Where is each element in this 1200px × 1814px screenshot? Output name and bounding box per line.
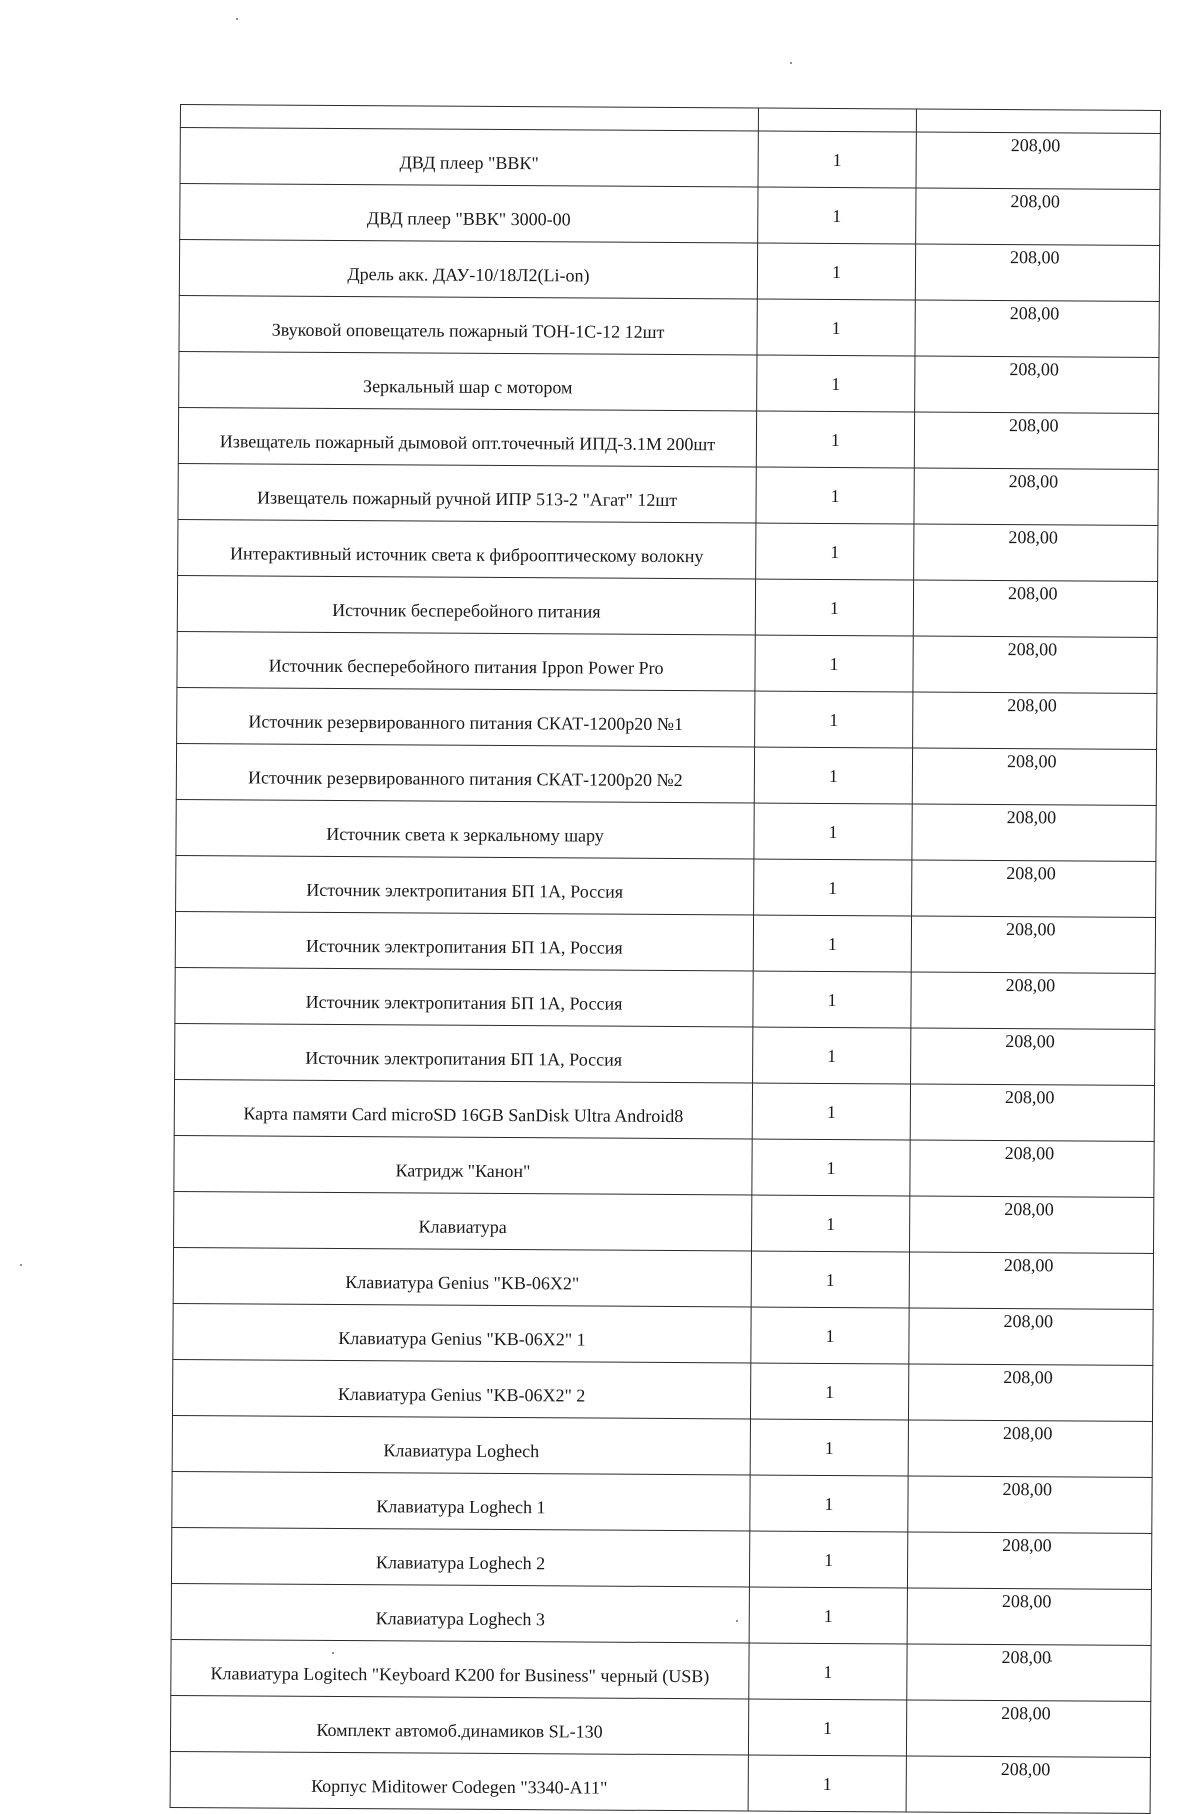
item-price-value: 208,00 [1005, 919, 1056, 940]
item-name-cell: Комплект автомоб.динамиков SL-130 [170, 1695, 748, 1755]
item-price-cell [911, 1028, 1155, 1085]
table-row [178, 463, 1158, 525]
item-price-value: 208,00 [1001, 1703, 1051, 1724]
item-price-value: 208,00 [1001, 1591, 1052, 1612]
item-name-cell: Источник бесперебойного питания [177, 575, 755, 635]
item-price-value: 208,00 [1006, 807, 1057, 828]
item-name-cell: Клавиатура Loghech [172, 1415, 750, 1475]
item-price-value: 208,00 [1001, 1647, 1052, 1668]
table-row [176, 855, 1156, 917]
item-price-cell [910, 1084, 1154, 1141]
item-price-value: 208,00 [1003, 1311, 1054, 1332]
item-price-value: 208,00 [1002, 1423, 1053, 1444]
item-qty-cell: 1 [749, 1531, 907, 1588]
item-price-cell [906, 1700, 1150, 1757]
table-row [175, 1023, 1155, 1085]
item-name-cell: Зеркальный шар с мотором [179, 351, 757, 411]
item-price-value: 208,00 [1002, 1535, 1052, 1556]
item-price-cell [914, 468, 1158, 525]
item-qty-cell: 1 [754, 747, 912, 804]
item-price-value: 208,00 [1006, 751, 1057, 772]
item-price-value: 208,00 [1009, 359, 1059, 380]
item-price-cell [912, 860, 1156, 917]
item-qty-cell: 1 [753, 1027, 911, 1084]
table-row [174, 1135, 1154, 1197]
item-price-value: 208,00 [1010, 135, 1061, 156]
table-row [177, 687, 1157, 749]
item-name-cell: Корпус Miditower Codegen "3340-A11" [170, 1751, 748, 1811]
item-price-cell [911, 916, 1155, 973]
item-price-cell [908, 1364, 1152, 1421]
item-price-value: 208,00 [1004, 1143, 1055, 1164]
item-name-cell: Источник резервированного питания СКАТ-1200р20 №1 [177, 687, 755, 747]
item-name-cell: Клавиатура Logitech "Keyboard K200 for Business" черный (USB) [171, 1639, 749, 1699]
item-qty-cell: 1 [750, 1419, 908, 1476]
table-row [170, 1751, 1150, 1813]
item-price-cell [908, 1420, 1152, 1477]
table-row [176, 799, 1156, 861]
item-price-value: 208,00 [1007, 695, 1057, 716]
table-row [174, 1079, 1154, 1141]
item-qty-cell: 1 [757, 243, 915, 300]
item-price-value: 208,00 [1005, 975, 1056, 996]
item-name-cell: ДВД плеер "ВВК" [180, 128, 758, 188]
table-row [171, 1583, 1151, 1645]
item-price-value: 208,00 [1008, 415, 1059, 436]
item-price-cell [911, 972, 1155, 1029]
item-price-cell [906, 1756, 1150, 1813]
item-price-cell [915, 244, 1159, 301]
item-price-cell [907, 1532, 1151, 1589]
item-price-cell [907, 1644, 1151, 1701]
item-name-cell: Клавиатура Genius "KB-06X2" 2 [172, 1359, 750, 1419]
item-qty-cell: 1 [758, 187, 916, 244]
item-name-cell: Извещатель пожарный дымовой опт.точечный ИПД-3.1М 200шт [178, 407, 756, 467]
item-price-cell [909, 1308, 1153, 1365]
item-price-cell [910, 1196, 1154, 1253]
table-row [175, 967, 1155, 1029]
item-qty-cell: 1 [755, 691, 913, 748]
table-row [171, 1639, 1151, 1701]
item-price-cell [913, 636, 1157, 693]
item-price-value: 208,00 [1005, 1031, 1055, 1052]
item-price-value: 208,00 [1010, 191, 1060, 212]
item-qty-cell: 1 [752, 1139, 910, 1196]
item-name-cell: Источник электропитания БП 1А, Россия [175, 967, 753, 1027]
header-price-cell [916, 109, 1160, 133]
item-name-cell: Катридж "Канон" [174, 1135, 752, 1195]
item-price-value: 208,00 [1008, 527, 1058, 548]
item-qty-cell: 1 [757, 299, 915, 356]
item-price-value: 208,00 [1003, 1255, 1054, 1276]
item-name-cell: Интерактивный источник света к фиброоптическому волокну [178, 519, 756, 579]
item-name-cell: ДВД плеер "ВВК" 3000-00 [180, 184, 758, 244]
scan-speck [236, 18, 238, 20]
item-qty-cell: 1 [748, 1755, 906, 1812]
item-price-value: 208,00 [1003, 1367, 1053, 1388]
item-qty-cell: 1 [748, 1699, 906, 1756]
item-price-value: 208,00 [1002, 1479, 1053, 1500]
item-qty-cell: 1 [755, 635, 913, 692]
item-qty-cell: 1 [749, 1587, 907, 1644]
item-qty-cell: 1 [758, 131, 916, 188]
table-row [178, 407, 1158, 469]
item-price-value: 208,00 [1010, 247, 1060, 268]
item-qty-cell: 1 [753, 915, 911, 972]
item-name-cell: Звуковой оповещатель пожарный ТОН-1С-12 12шт [179, 295, 757, 355]
table-row [172, 1471, 1152, 1533]
item-name-cell: Источник резервированного питания СКАТ-1200р20 №2 [176, 743, 754, 803]
item-qty-cell: 1 [751, 1307, 909, 1364]
table-row [173, 1303, 1153, 1365]
table-row [180, 128, 1160, 190]
table-row [170, 1695, 1150, 1757]
item-price-cell [914, 412, 1158, 469]
item-price-cell [910, 1140, 1154, 1197]
item-price-value: 208,00 [1004, 1087, 1055, 1108]
item-name-cell: Источник бесперебойного питания Ippon Power Pro [177, 631, 755, 691]
table-row [178, 519, 1158, 581]
item-qty-cell: 1 [752, 1195, 910, 1252]
item-price-value: 208,00 [1000, 1759, 1051, 1780]
table-row [180, 184, 1160, 246]
item-price-cell [909, 1252, 1153, 1309]
item-name-cell: Источник света к зеркальному шару [176, 799, 754, 859]
item-price-cell [916, 132, 1160, 189]
item-name-cell: Источник электропитания БП 1А, Россия [175, 1023, 753, 1083]
item-name-cell: Дрель акк. ДАУ-10/18Л2(Li-on) [179, 240, 757, 300]
table-row [177, 631, 1157, 693]
table-row [171, 1527, 1151, 1589]
table-row [174, 1191, 1154, 1253]
item-name-cell: Клавиатура Genius "KB-06X2" 1 [173, 1303, 751, 1363]
item-price-cell [907, 1588, 1151, 1645]
item-qty-cell: 1 [754, 859, 912, 916]
item-name-cell: Клавиатура Genius "KB-06X2" [173, 1247, 751, 1307]
table-row [173, 1247, 1153, 1309]
item-qty-cell: 1 [756, 411, 914, 468]
item-name-cell: Клавиатура Loghech 3 [171, 1583, 749, 1643]
item-qty-cell: 1 [754, 803, 912, 860]
item-price-cell [913, 692, 1157, 749]
item-qty-cell: 1 [749, 1643, 907, 1700]
item-price-value: 208,00 [1006, 863, 1056, 884]
item-price-cell [912, 748, 1156, 805]
inventory-table-body [170, 105, 1160, 1814]
item-price-value: 208,00 [1008, 471, 1059, 492]
table-row [179, 351, 1159, 413]
item-price-value: 208,00 [1009, 303, 1060, 324]
item-name-cell: Источник электропитания БП 1А, Россия [175, 911, 753, 971]
table-row [179, 295, 1159, 357]
item-qty-cell: 1 [753, 971, 911, 1028]
item-qty-cell: 1 [757, 355, 915, 412]
item-qty-cell: 1 [756, 467, 914, 524]
item-price-cell [915, 300, 1159, 357]
item-name-cell: Клавиатура Loghech 1 [172, 1471, 750, 1531]
header-qty-cell [758, 108, 916, 132]
item-price-cell [915, 356, 1159, 413]
item-price-value: 208,00 [1007, 583, 1058, 604]
item-price-cell [912, 804, 1156, 861]
item-name-cell: Клавиатура [174, 1191, 752, 1251]
table-row [176, 743, 1156, 805]
item-qty-cell: 1 [756, 523, 914, 580]
item-qty-cell: 1 [750, 1475, 908, 1532]
table-row [172, 1415, 1152, 1477]
item-price-cell [913, 580, 1157, 637]
item-qty-cell: 1 [752, 1083, 910, 1140]
item-price-value: 208,00 [1004, 1199, 1054, 1220]
table-row [172, 1359, 1152, 1421]
inventory-table [170, 104, 1161, 1814]
item-qty-cell: 1 [751, 1251, 909, 1308]
item-qty-cell: 1 [750, 1363, 908, 1420]
scan-speck [790, 62, 792, 64]
table-row [175, 911, 1155, 973]
item-price-cell [914, 524, 1158, 581]
table-row [177, 575, 1157, 637]
scan-speck [20, 1264, 22, 1266]
table-row [179, 240, 1159, 302]
item-name-cell: Карта памяти Card microSD 16GB SanDisk Ultra Android8 [174, 1079, 752, 1139]
item-name-cell: Клавиатура Loghech 2 [171, 1527, 749, 1587]
item-name-cell: Извещатель пожарный ручной ИПР 513-2 "Агат" 12шт [178, 463, 756, 523]
item-price-cell [908, 1476, 1152, 1533]
item-price-cell [916, 188, 1160, 245]
item-name-cell: Источник электропитания БП 1А, Россия [176, 855, 754, 915]
item-price-value: 208,00 [1007, 639, 1058, 660]
item-qty-cell: 1 [755, 579, 913, 636]
